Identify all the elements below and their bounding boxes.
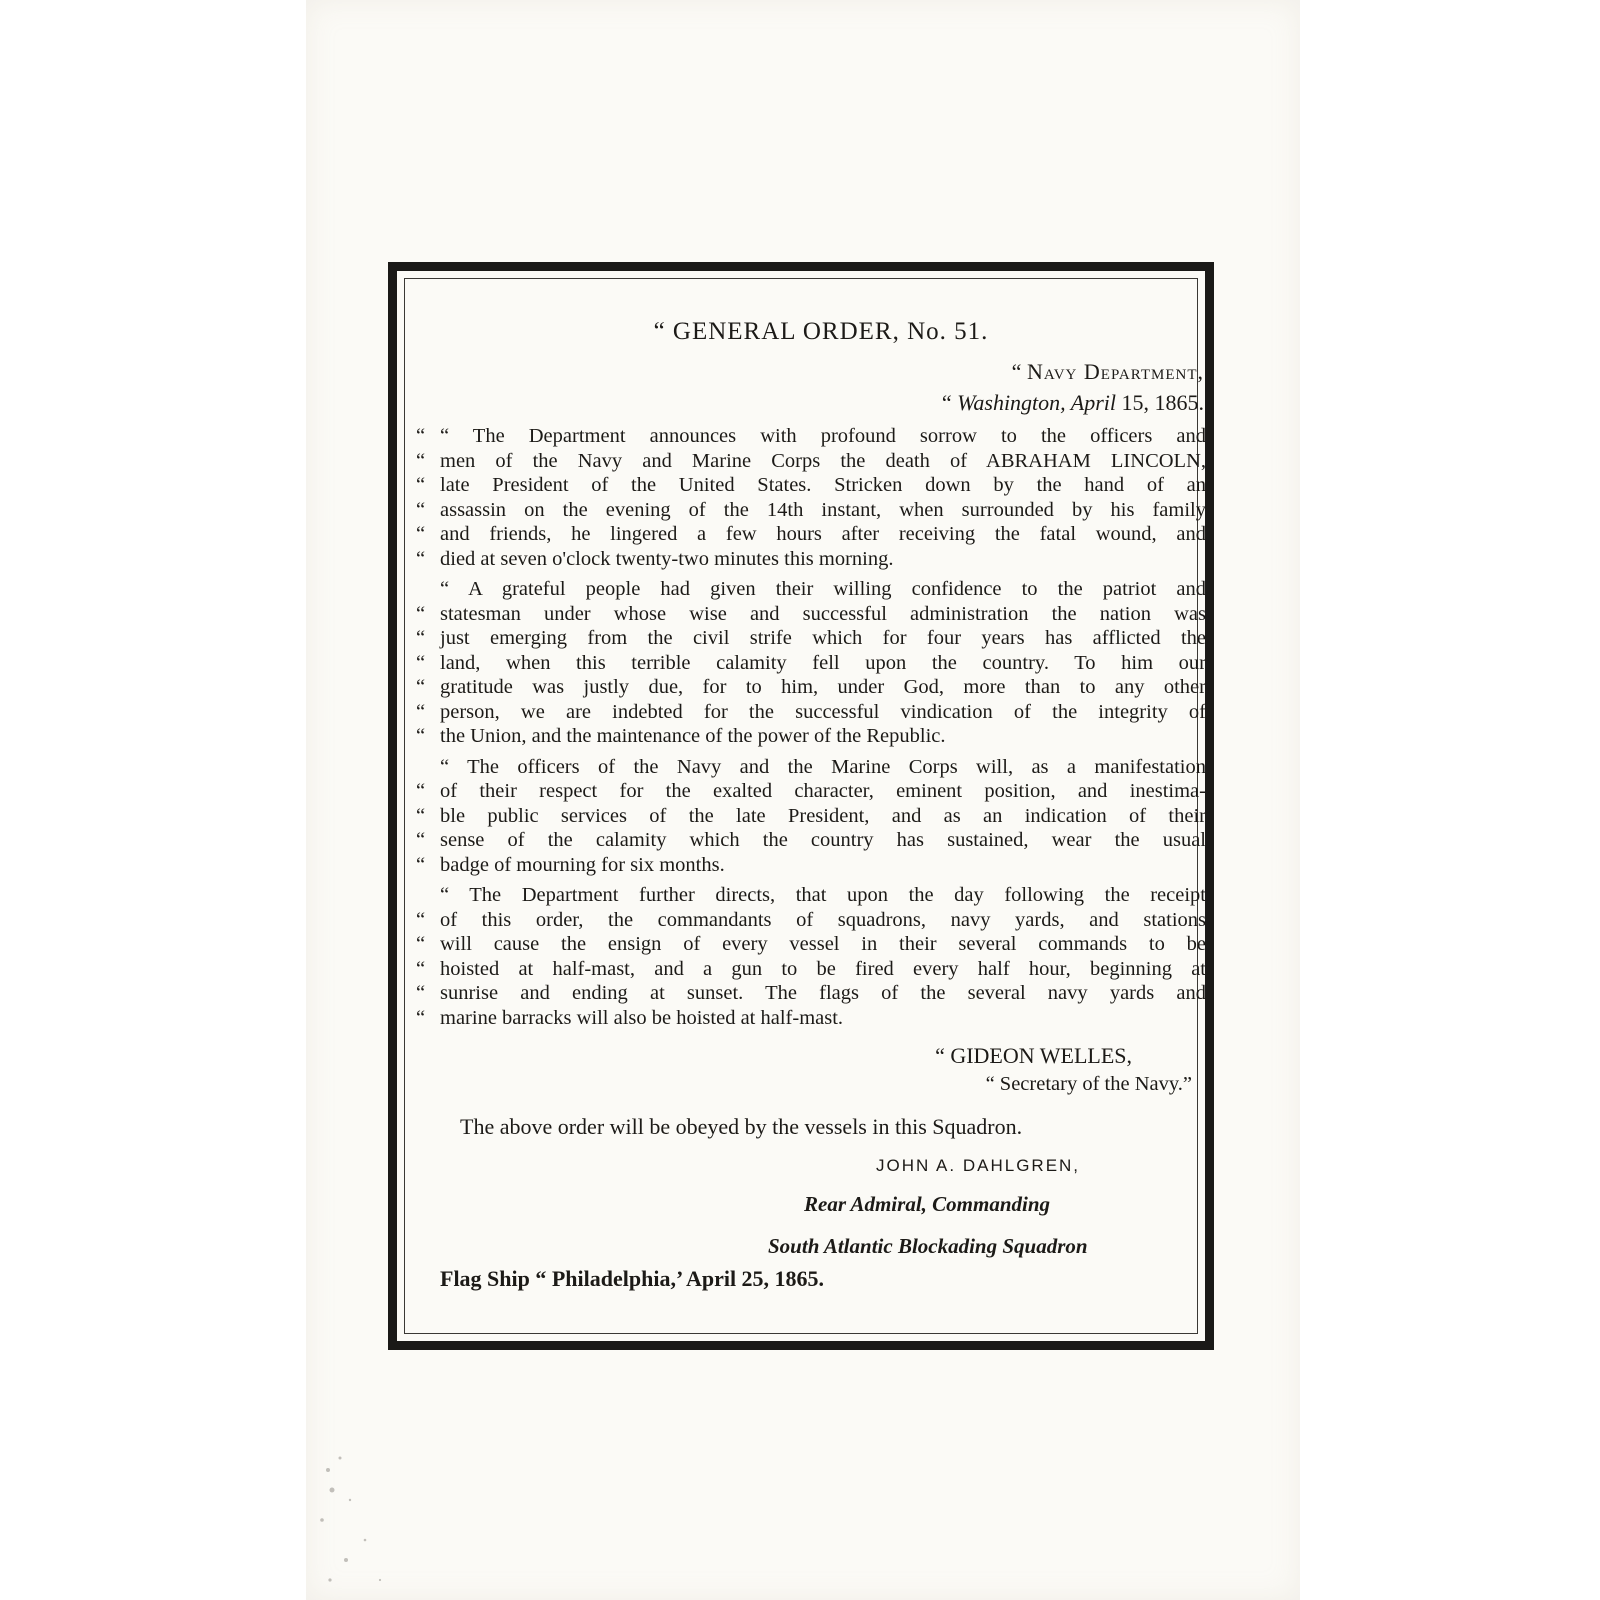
line-quote-mark: “ bbox=[416, 523, 426, 545]
obey-statement: The above order will be obeyed by the vessels in this Squadron. bbox=[460, 1114, 1023, 1139]
text-line bbox=[416, 908, 1206, 933]
order-date: 15, 1865. bbox=[1121, 390, 1204, 415]
line-quote-mark: “ bbox=[416, 676, 426, 698]
text-line bbox=[416, 522, 1206, 547]
line-quote-mark: “ bbox=[416, 804, 426, 827]
line-text: assassin on the evening of the 14th instant, when surrounded by his family bbox=[440, 498, 1206, 521]
text-line bbox=[416, 804, 1206, 829]
text-line bbox=[416, 577, 1206, 602]
text-line bbox=[416, 651, 1206, 676]
line-text: gratitude was justly due, for to him, under God, more than to any other bbox=[440, 676, 1206, 698]
admiral-rank: Rear Admiral, Commanding bbox=[804, 1192, 1051, 1216]
line-quote-mark: “ bbox=[416, 651, 426, 674]
line-quote-mark: “ bbox=[416, 602, 426, 625]
general-order-content bbox=[416, 318, 1206, 1292]
place-date-line bbox=[416, 387, 1206, 418]
text-line bbox=[416, 626, 1206, 651]
squadron-name: South Atlantic Blockading Squadron bbox=[768, 1234, 1088, 1258]
text-line bbox=[416, 424, 1206, 449]
text-line bbox=[416, 981, 1206, 1006]
order-body bbox=[416, 424, 1206, 1030]
line-quote-mark: “ bbox=[416, 933, 426, 955]
text-line bbox=[416, 724, 1206, 749]
paper-stain bbox=[310, 1430, 430, 1600]
signer-title: “ Secretary of the Navy.” bbox=[985, 1073, 1192, 1095]
text-line bbox=[416, 675, 1206, 700]
line-quote-mark: “ bbox=[416, 425, 426, 447]
admiral-name: JOHN A. DAHLGREN, bbox=[876, 1156, 1081, 1175]
line-text: men of the Navy and Marine Corps the death of ABRAHAM LINCOLN, bbox=[440, 449, 1206, 472]
line-text: statesman under whose wise and successful administration the nation was bbox=[440, 602, 1206, 625]
line-quote-mark: “ bbox=[416, 474, 426, 496]
line-text: “ The Department announces with profound sorrow to the officers and bbox=[440, 425, 1206, 447]
line-text: hoisted at half-mast, and a gun to be fired every half hour, beginning at bbox=[440, 957, 1206, 980]
text-line bbox=[416, 957, 1206, 982]
line-quote-mark: “ bbox=[416, 449, 426, 472]
line-quote-mark: “ bbox=[416, 498, 426, 521]
line-quote-mark: “ bbox=[416, 829, 426, 851]
line-text: sunrise and ending at sunset. The flags of the several navy yards and bbox=[440, 982, 1206, 1004]
line-text: “ A grateful people had given their willing confidence to the patriot and bbox=[440, 578, 1206, 600]
department-quote: “ bbox=[1011, 359, 1022, 384]
line-quote-mark: “ bbox=[416, 982, 426, 1004]
text-line bbox=[416, 755, 1206, 780]
text-line bbox=[416, 1006, 1206, 1031]
department-line bbox=[416, 356, 1206, 387]
line-text: just emerging from the civil strife which for four years has afflicted the bbox=[440, 627, 1206, 649]
text-line bbox=[416, 828, 1206, 853]
line-quote-mark: “ bbox=[416, 627, 426, 649]
order-paragraph bbox=[416, 577, 1206, 749]
line-text: will cause the ensign of every vessel in their several commands to be bbox=[440, 933, 1206, 955]
order-paragraph bbox=[416, 755, 1206, 878]
line-text: of this order, the commandants of squadrons, navy yards, and stations bbox=[440, 908, 1206, 931]
line-text: marine barracks will also be hoisted at half-mast. bbox=[440, 1006, 844, 1029]
line-text: person, we are indebted for the successful vindication of the integrity of bbox=[440, 700, 1206, 723]
line-text: of their respect for the exalted character, eminent position, and inestima- bbox=[440, 780, 1206, 802]
text-line bbox=[416, 883, 1206, 908]
line-text: “ The Department further directs, that upon the day following the receipt bbox=[440, 884, 1206, 906]
text-line bbox=[416, 700, 1206, 725]
line-text: died at seven o'clock twenty-two minutes this morning. bbox=[440, 547, 894, 570]
text-line bbox=[416, 449, 1206, 474]
line-quote-mark: “ bbox=[416, 957, 426, 980]
line-text: late President of the United States. Stricken down by the hand of an bbox=[440, 474, 1206, 496]
line-text: and friends, he lingered a few hours after receiving the fatal wound, and bbox=[440, 523, 1206, 545]
order-title: “ GENERAL ORDER, No. 51. bbox=[653, 318, 989, 345]
text-line bbox=[416, 473, 1206, 498]
line-text: the Union, and the maintenance of the power of the Republic. bbox=[440, 725, 946, 747]
text-line bbox=[416, 498, 1206, 523]
line-text: badge of mourning for six months. bbox=[440, 853, 725, 876]
line-text: sense of the calamity which the country has sustained, wear the usual bbox=[440, 829, 1206, 851]
text-line bbox=[416, 932, 1206, 957]
order-paragraph bbox=[416, 883, 1206, 1030]
text-line bbox=[416, 853, 1206, 878]
line-text: “ The officers of the Navy and the Marine Corps will, as a manifestation bbox=[440, 755, 1206, 778]
line-quote-mark: “ bbox=[416, 725, 426, 747]
order-paragraph bbox=[416, 424, 1206, 571]
text-line bbox=[416, 779, 1206, 804]
text-line bbox=[416, 602, 1206, 627]
line-text: ble public services of the late President, and as an indication of their bbox=[440, 804, 1206, 827]
department-name: Navy Department, bbox=[1026, 359, 1204, 384]
text-line bbox=[416, 547, 1206, 572]
line-quote-mark: “ bbox=[416, 853, 426, 876]
line-quote-mark: “ bbox=[416, 780, 426, 802]
line-quote-mark: “ bbox=[416, 700, 426, 723]
flag-ship-line: Flag Ship “ Philadelphia,’ April 25, 1865. bbox=[440, 1266, 825, 1291]
line-text: land, when this terrible calamity fell upon the country. To him our bbox=[440, 651, 1206, 674]
place-name: Washington, April bbox=[957, 390, 1116, 415]
line-quote-mark: “ bbox=[416, 547, 426, 570]
line-quote-mark: “ bbox=[416, 908, 426, 931]
place-quote: “ bbox=[941, 390, 952, 415]
signer-name: “ GIDEON WELLES, bbox=[935, 1043, 1132, 1068]
line-quote-mark: “ bbox=[416, 1006, 426, 1029]
